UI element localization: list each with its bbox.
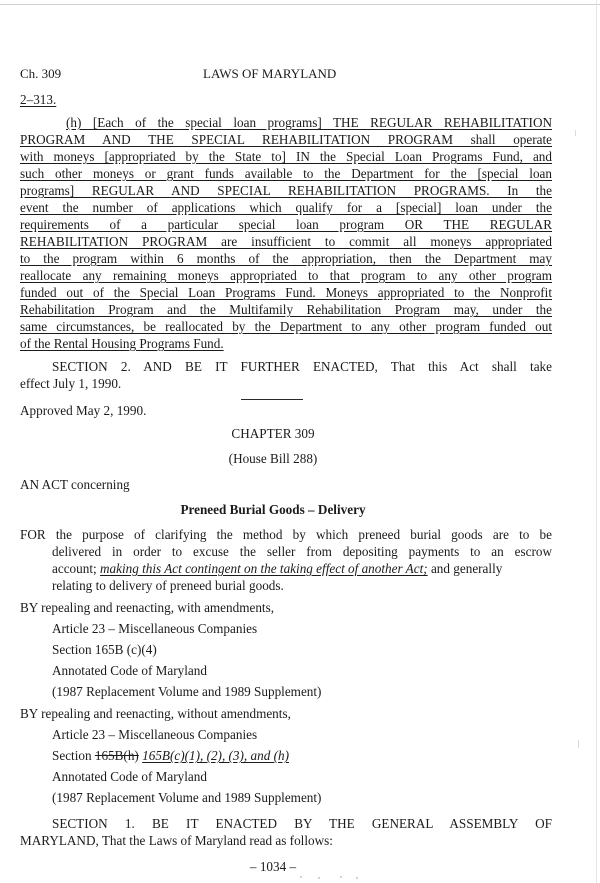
amended-line: of the Rental Housing Programs Fund.: [20, 336, 224, 351]
amended-line: PROGRAM AND THE SPECIAL REHABILITATION PROGRAM shall operate: [20, 132, 552, 147]
amended-line: (h) [Each of the special loan programs] THE REGULAR REHABILITATION: [66, 115, 552, 130]
act-concerning: AN ACT concerning: [20, 477, 130, 492]
chapter-number: CHAPTER 309: [231, 426, 315, 441]
amended-line: Rehabilitation Program and the Multifamily Rehabilitation Program may, under the: [20, 302, 552, 317]
chapter-reference: Ch. 309: [20, 66, 62, 81]
citation-line: Section 165B (c)(4): [52, 642, 157, 657]
amended-line: to the program within 6 months of the appropriation, then the Department may: [20, 251, 552, 266]
repeal-with-amendments-heading: BY repealing and reenacting, with amendments,: [20, 600, 275, 615]
scan-speck: [578, 740, 579, 748]
citation-line: (1987 Replacement Volume and 1989 Supplement): [52, 790, 322, 805]
act-title: Preneed Burial Goods – Delivery: [180, 502, 366, 517]
chapter-divider-rule: [241, 399, 303, 400]
citation-line: (1987 Replacement Volume and 1989 Supplement): [52, 684, 322, 699]
amended-line: programs] REGULAR AND SPECIAL REHABILITATION PROGRAMS. In the: [20, 183, 552, 198]
running-title: LAWS OF MARYLAND: [203, 66, 337, 81]
section-2-line-2: effect July 1, 1990.: [20, 376, 122, 391]
citation-line: [52, 747, 289, 765]
scan-speck: [340, 876, 342, 878]
citation-line: Annotated Code of Maryland: [52, 663, 207, 678]
amended-line: REHABILITATION PROGRAM are insufficient to commit all moneys appropriated: [20, 234, 552, 249]
approval-date: Approved May 2, 1990.: [20, 403, 147, 418]
section-label: Section: [52, 748, 95, 763]
purpose-line: [52, 560, 502, 578]
house-bill-number: (House Bill 288): [228, 451, 318, 466]
section-1-line-1: SECTION 1. BE IT ENACTED BY THE GENERAL ASSEMBLY OF: [52, 816, 552, 831]
inserted-section-numbers: 165B(c)(1), (2), (3), and (h): [142, 748, 289, 763]
amended-line: same circumstances, be reallocated by the Department to any other program funded out: [20, 319, 552, 334]
amended-line: event the number of applications which qualify for a [special] loan under the: [20, 200, 552, 215]
scan-right-edge: [596, 0, 597, 883]
amended-line: reallocate any remaining moneys appropriated to that program to any other program: [20, 268, 552, 283]
amended-line: such other moneys or grant funds available to the Department for the [special loan: [20, 166, 552, 181]
scan-top-edge: [0, 4, 600, 5]
purpose-line: delivered in order to excuse the seller from depositing payments to an escrow: [52, 544, 552, 559]
amended-line: funded out of the Special Loan Programs Fund. Moneys appropriated to the Nonprofit: [20, 285, 552, 300]
purpose-text: account;: [52, 561, 100, 576]
purpose-line: FOR the purpose of clarifying the method by which preneed burial goods are to be: [20, 527, 552, 542]
citation-line: Article 23 – Miscellaneous Companies: [52, 621, 258, 636]
citation-line: Annotated Code of Maryland: [52, 769, 207, 784]
scan-speck: [575, 130, 576, 136]
page-number: – 1034 –: [249, 859, 297, 874]
scan-speck: [300, 876, 302, 878]
section-2-line-1: SECTION 2. AND BE IT FURTHER ENACTED, That this Act shall take: [52, 359, 552, 374]
amended-line: requirements of a particular special loan program OR THE REGULAR: [20, 217, 552, 232]
struck-section-number: 165B(h): [94, 748, 139, 763]
repeal-without-amendments-heading: BY repealing and reenacting, without amendments,: [20, 706, 291, 721]
section-reference: 2–313.: [20, 92, 57, 107]
struck-contingency-clause: making this Act contingent on the taking effect of another Act;: [99, 561, 428, 576]
citation-line: Article 23 – Miscellaneous Companies: [52, 727, 258, 742]
scan-speck: [318, 877, 320, 879]
section-1-line-2: MARYLAND, That the Laws of Maryland read as follows:: [20, 833, 333, 848]
purpose-text: and generally: [427, 561, 503, 576]
scan-speck: [356, 877, 358, 879]
purpose-line: relating to delivery of preneed burial goods.: [52, 578, 284, 593]
amended-line: with moneys [appropriated by the State to] IN the Special Loan Programs Fund, and: [20, 149, 552, 164]
